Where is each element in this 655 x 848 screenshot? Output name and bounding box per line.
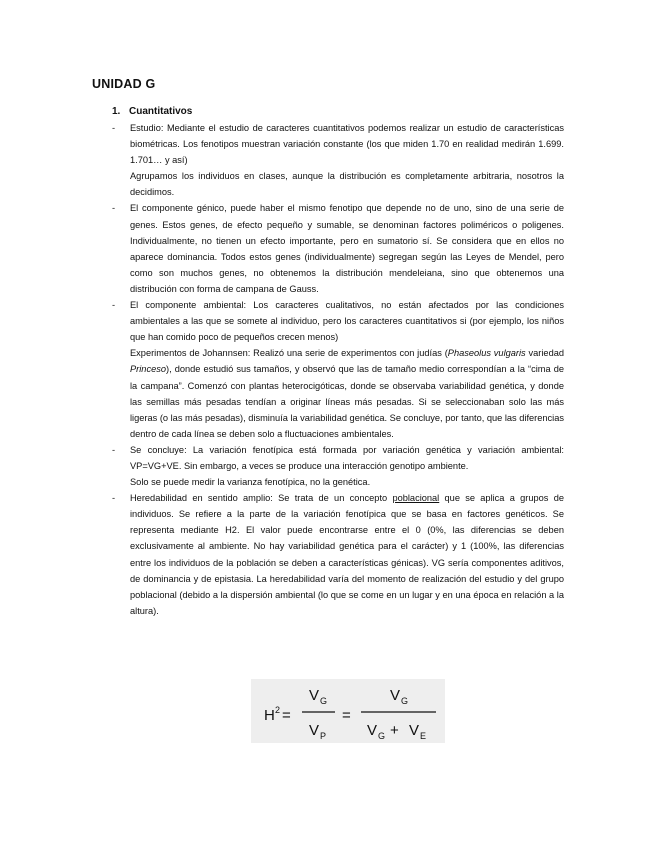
list-item-estudio <box>112 120 564 200</box>
paragraph-johannsen <box>130 345 564 442</box>
formula-v-numerator-2: V <box>390 687 401 704</box>
formula-h: H <box>264 707 275 724</box>
formula-v-denominator-2b: V <box>409 722 420 739</box>
formula-v-numerator-1: V <box>309 687 320 704</box>
list-item-ambiental <box>112 297 564 442</box>
paragraph-componente-genico: El componente génico, puede haber el mismo fenotipo que depende no de uno, sino de una serie de genes. Estos genes, de efecto pequeño y sumable, se denominan factores poliméricos o poligenes. Individualmente, no tienen un efecto importante, pero en sumatorio sí. Se considera que en ellos no aparece dominancia. Todos estos genes (individualmente) segregan según las Leyes de Mendel, pero como son muchos genes, no obtenemos la distribución mendeleiana, sino que obtenemos una distribución con forma de campana de Gauss. <box>130 203 564 294</box>
paragraph-estudio: Estudio: Mediante el estudio de caracteres cuantitativos podemos realizar un estudio de características biométricas. Los fenotipos muestran variación constante (los que miden 1.70 en realidad medirán 1.699. 1.701… y así) <box>130 123 564 166</box>
list-item-heredabilidad <box>112 490 564 619</box>
variety-name: Princeso <box>130 364 166 375</box>
formula-g-subscript-2: G <box>401 696 409 706</box>
section-number: 1. <box>112 106 121 117</box>
formula-v-denominator-1: V <box>309 722 320 739</box>
formula-plus: + <box>390 722 399 739</box>
formula-graphic <box>251 679 445 743</box>
paragraph-heredabilidad <box>130 490 564 619</box>
johannsen-text-b: variedad <box>525 348 564 359</box>
document-body <box>112 120 564 619</box>
species-name: Phaseolus vulgaris <box>447 348 526 359</box>
paragraph-se-concluye: Se concluye: La variación fenotípica está formada por variación genética y variación ambiental: VP=VG+VE. Sin embargo, a veces se produce una interacción genotipo ambiente. <box>130 444 564 471</box>
johannsen-text-a: Experimentos de Johannsen: Realizó una serie de experimentos con judías ( <box>130 348 448 359</box>
paragraph-varianza: Solo se puede medir la varianza fenotípica, no la genética. <box>130 477 371 488</box>
list-item-concluye <box>112 442 564 474</box>
underlined-poblacional: poblacional <box>392 493 440 504</box>
formula-g-subscript-3: G <box>378 731 386 741</box>
unit-title: UNIDAD G <box>92 77 156 91</box>
bullet-dash: - <box>112 444 116 455</box>
formula-equals-1: = <box>282 707 291 724</box>
section-heading <box>112 106 192 117</box>
formula-e-subscript: E <box>420 731 427 741</box>
formula-h-exponent: 2 <box>275 705 281 715</box>
bullet-dash: - <box>112 203 116 214</box>
heredabilidad-text-b: que se aplica a grupos de individuos. Se refiere a la parte de la variación fenotípica que se basa en factores genéticos. Se representa mediante H2. El valor puede encontrarse entre el 0 (0%, las diferencias se deben exclusivamente al ambiente. No hay variabilidad genética para el carácter) y 1 (100%, las diferencias entre los individuos de la población se deben a características génicas). VG sería componentes aditivos, de dominancia y de epistasia. La heredabilidad varía del momento de realización del estudio y del grupo poblacional (debido a la dispersión ambiental (lo que se come en un lugar y en una época en relación a la altura). <box>130 493 564 616</box>
bullet-dash: - <box>112 300 116 311</box>
johannsen-text-c: ), donde estudió sus tamaños, y observó que las de tamaño medio correspondían a la “cima de la campana”. Comenzó con plantas heterocigóticas, donde se observaba variabilidad genética, y donde las semillas más pesadas tendían a originar líneas más pesadas. Si se seleccionaban solo las más ligeras (o las más pesadas), disminuía la variabilidad genética. Se concluye, por tanto, que las diferencias dentro de cada línea se deben solo a fluctuaciones ambientales. <box>130 364 564 439</box>
formula-v-denominator-2a: V <box>367 722 378 739</box>
paragraph-agrupamos: Agrupamos los individuos en clases, aunque la distribución es completamente arbitraria, nosotros la decidimos. <box>130 171 564 198</box>
formula-equals-2: = <box>342 707 351 724</box>
heredabilidad-text-a: Heredabilidad en sentido amplio: Se trata de un concepto <box>130 493 393 504</box>
paragraph-componente-ambiental: El componente ambiental: Los caracteres cualitativos, no están afectados por las condiciones ambientales a las que se somete al individuo, pero los caracteres cuantitativos si (por ejemplo, los niños que han comido poco de pequeños crecen menos) <box>130 300 564 343</box>
bullet-dash: - <box>112 493 116 504</box>
section-title: Cuantitativos <box>129 106 193 117</box>
formula-p-subscript: P <box>320 731 327 741</box>
bullet-dash: - <box>112 123 116 133</box>
list-item-genico <box>112 200 564 297</box>
formula-g-subscript-1: G <box>320 696 328 706</box>
heritability-formula <box>251 679 445 743</box>
